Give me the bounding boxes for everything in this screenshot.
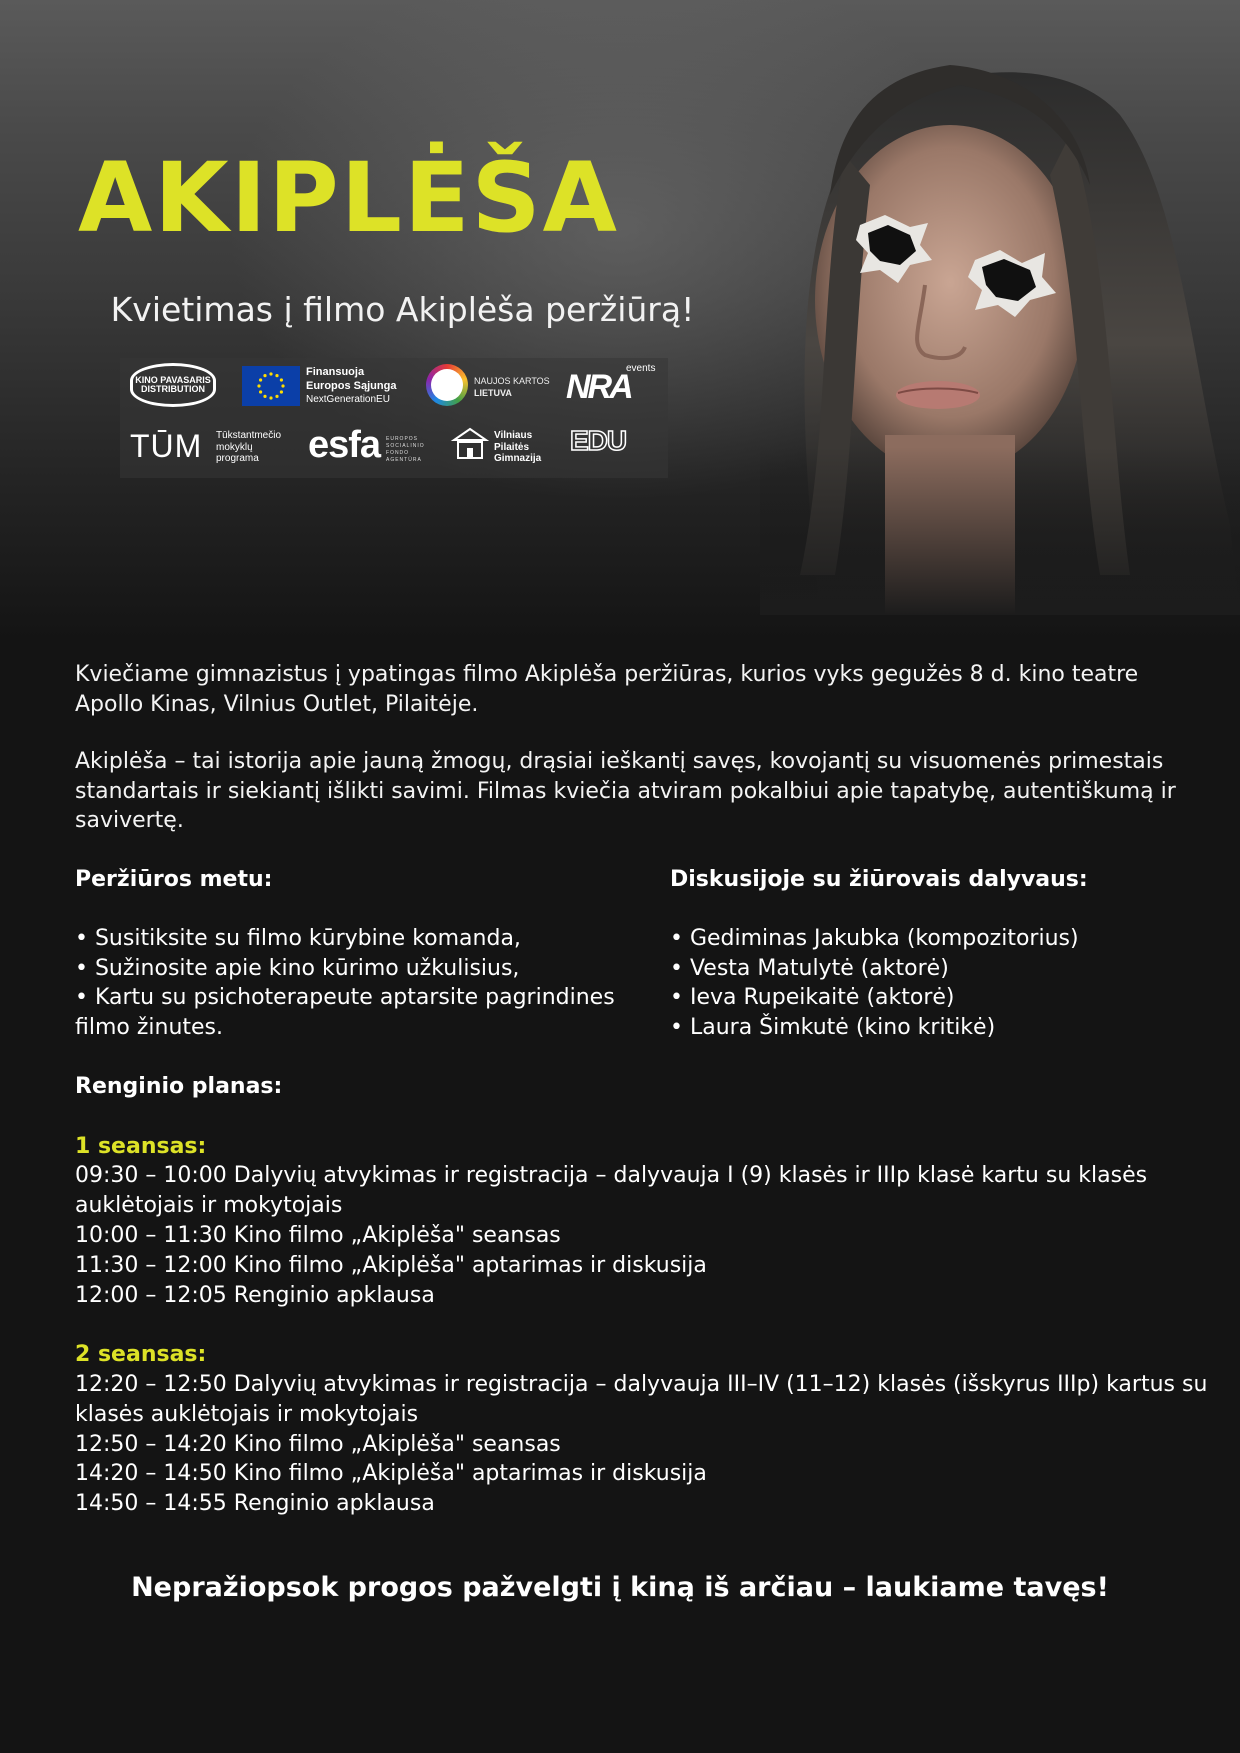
girl-portrait-image (760, 55, 1240, 615)
list-item: • Kartu su psichoterapeute aptarsite pagrindines filmo žinutes. (75, 985, 615, 1040)
discussion-list (670, 924, 1200, 1042)
film-title: AKIPLĖŠA (78, 142, 619, 254)
invitation-subtitle: Kvietimas į filmo Akiplėša peržiūrą! (110, 290, 695, 329)
list-item: • Susitiksite su filmo kūrybine komanda, (75, 926, 521, 951)
nra-events-logo: NRA events (566, 363, 656, 406)
details-columns (75, 865, 1195, 1065)
schedule-line: 14:50 – 14:55 Renginio apklausa (75, 1491, 435, 1517)
tum-logo: TŪM Tūkstantmečio mokyklų programa (130, 428, 282, 464)
intro-paragraph-2: Akiplėša – tai istorija apie jauną žmogų, drąsiai ieškantį savęs, kovojantį su visuomenės primestais standartais ir siekiantį išlikti savimi. Filmas kviečia atviram pokalbiui apie tapatybę, autentiškumą ir savivertę. (75, 749, 1176, 833)
session-1 (75, 1132, 1215, 1311)
eu-funding-logo: Finansuoja Europos Sąjunga NextGenerationEU (242, 366, 402, 406)
kino-pavasaris-logo: KINO PAVASARIS DISTRIBUTION (130, 363, 216, 407)
event-plan (75, 1072, 1215, 1519)
plan-heading: Renginio planas: (75, 1074, 283, 1099)
during-screening-column (75, 865, 635, 1042)
partner-logos-strip (120, 358, 668, 478)
discussion-heading: Diskusijoje su žiūrovais dalyvaus: (670, 867, 1088, 892)
list-item: • Vesta Matulytė (aktorė) (670, 955, 949, 981)
naujos-kartos-lietuva-logo: NAUJOS KARTOS LIETUVA (426, 364, 561, 408)
list-item: • Laura Šimkutė (kino kritikė) (670, 1014, 996, 1040)
schedule-line: 12:20 – 12:50 Dalyvių atvykimas ir registracija – dalyvauja III–IV (11–12) klasės (išskyrus IIIp) kartus su klasės auklėtojais ir mokytojais (75, 1371, 1208, 1427)
closing-slogan: Nepražiopsok progos pažvelgti į kiną iš arčiau – laukiame tavęs! (131, 1572, 1109, 1603)
during-list (75, 924, 635, 1042)
school-building-icon (450, 426, 490, 466)
schedule-line: 12:50 – 14:20 Kino filmo „Akiplėša" seansas (75, 1431, 561, 1457)
schedule-line: 14:20 – 14:50 Kino filmo „Akiplėša" aptarimas ir diskusija (75, 1461, 707, 1487)
session-1-label: 1 seansas: (75, 1133, 207, 1159)
hero-banner (0, 0, 1240, 640)
schedule-line: 09:30 – 10:00 Dalyvių atvykimas ir registracija – dalyvauja I (9) klasės ir IIIp klasė kartu su klasės auklėtojais ir mokytojais (75, 1163, 1148, 1219)
during-heading: Peržiūros metu: (75, 867, 273, 892)
esfa-logo: esfa EUROPOS SOCIALINIO FONDO AGENTŪRA (308, 424, 425, 466)
list-item: • Sužinosite apie kino kūrimo užkulisius, (75, 955, 520, 981)
list-item: • Ieva Rupeikaitė (aktorė) (670, 985, 955, 1010)
discussion-column (670, 865, 1200, 1042)
intro-section (75, 660, 1195, 836)
eu-flag-icon (242, 366, 300, 406)
schedule-line: 12:00 – 12:05 Renginio apklausa (75, 1282, 435, 1308)
session-2 (75, 1340, 1215, 1519)
edu-logo: EDU (570, 425, 627, 456)
schedule-line: 11:30 – 12:00 Kino filmo „Akiplėša" aptarimas ir diskusija (75, 1252, 707, 1278)
list-item: • Gediminas Jakubka (kompozitorius) (670, 926, 1079, 951)
session-2-label: 2 seansas: (75, 1342, 207, 1368)
schedule-line: 10:00 – 11:30 Kino filmo „Akiplėša" seansas (75, 1222, 561, 1248)
rainbow-ring-icon (426, 364, 468, 406)
vilniaus-pilaites-gimnazija-logo: Vilniaus Pilaitės Gimnazija (450, 424, 555, 468)
intro-paragraph-1: Kviečiame gimnazistus į ypatingas filmo Akiplėša peržiūras, kurios vyks gegužės 8 d. kino teatre Apollo Kinas, Vilnius Outlet, Pilaitėje. (75, 662, 1139, 717)
